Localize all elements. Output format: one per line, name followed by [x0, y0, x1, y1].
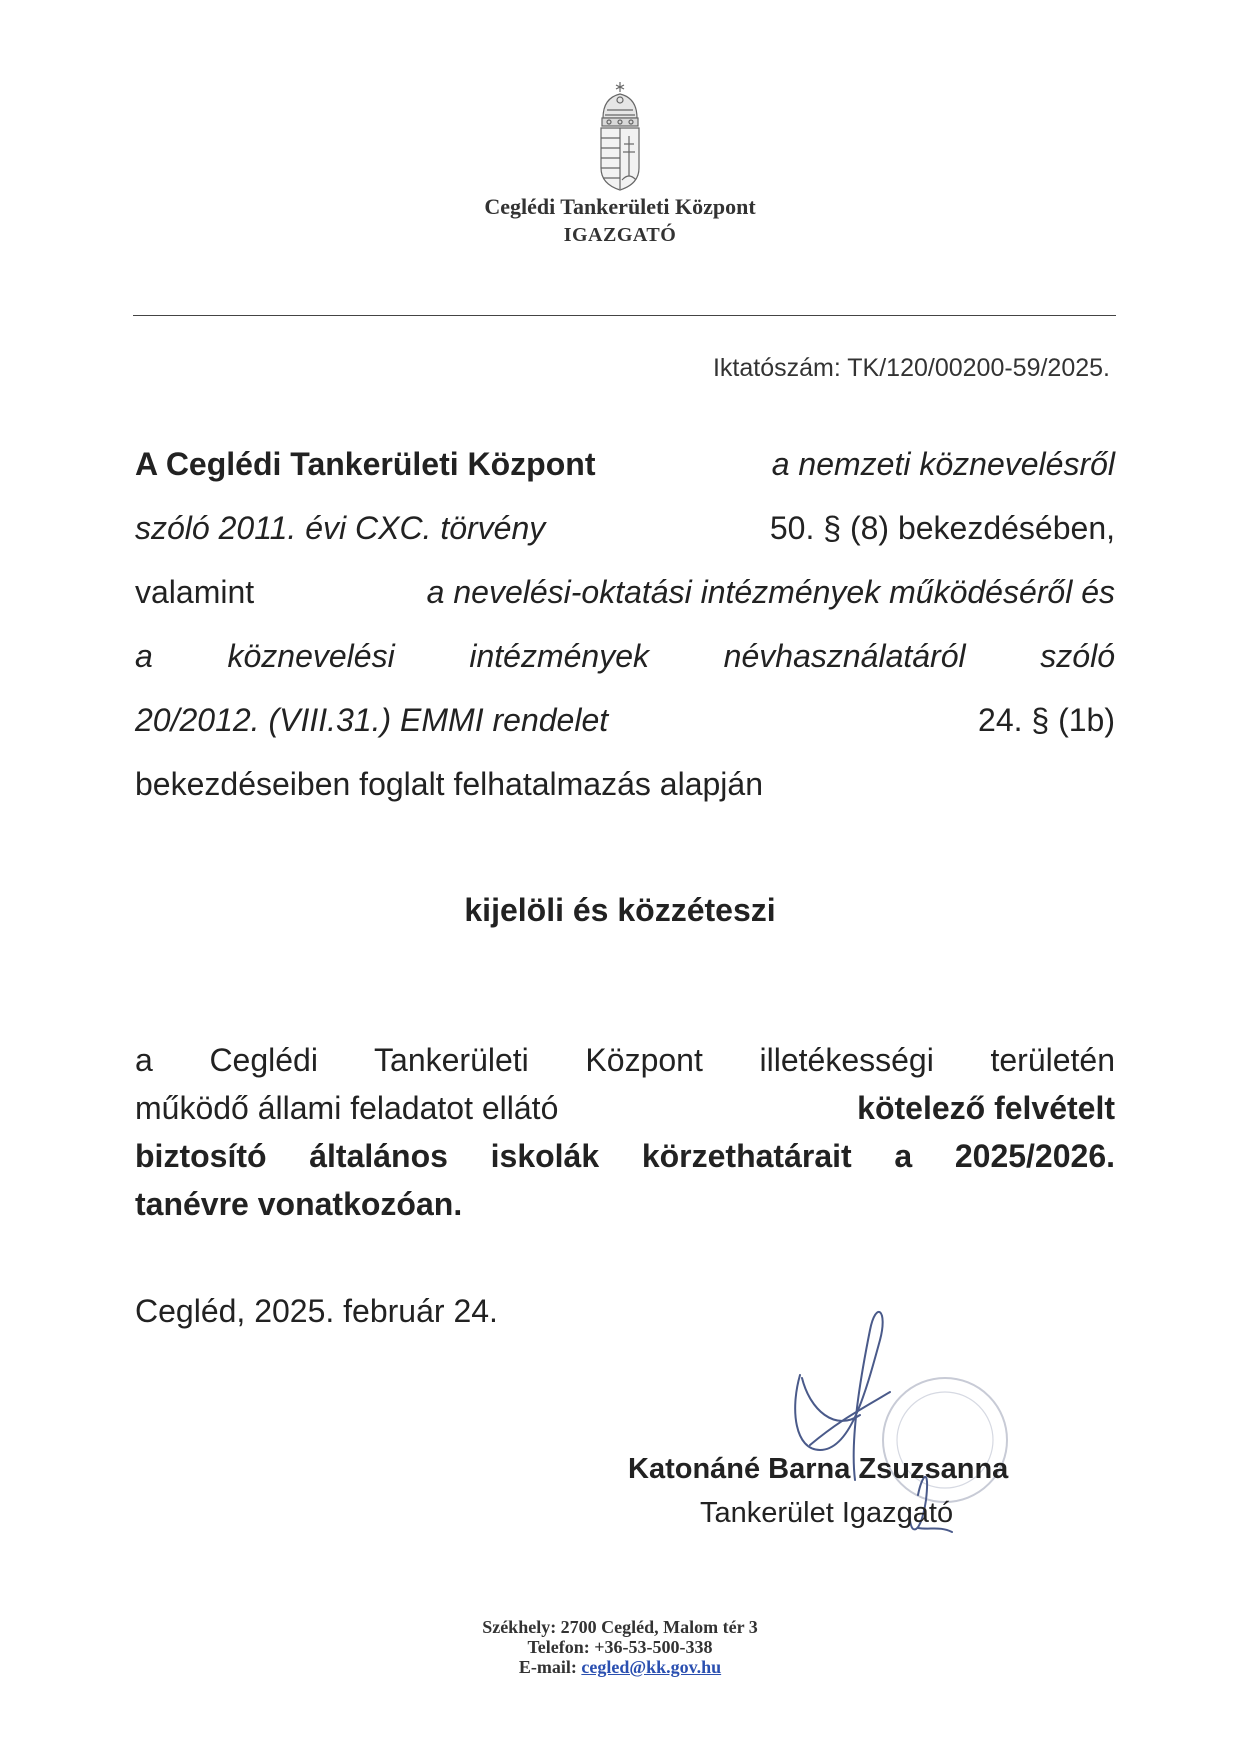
- email-link[interactable]: cegled@kk.gov.hu: [581, 1657, 722, 1677]
- body-bold-text: kötelező felvételt: [857, 1090, 1115, 1126]
- footer-email-line: [0, 1657, 1240, 1677]
- intro-decree-section: 24. § (1b): [978, 702, 1115, 738]
- intro-line-1: [135, 432, 1115, 496]
- body-bold-line: biztosító általános iskolák körzethatárait a 2025/2026.: [135, 1138, 1115, 1174]
- signature-icon: [780, 1300, 1060, 1580]
- intro-law-title-part: a nemzeti köznevelésről: [771, 446, 1115, 482]
- intro-organization: A Ceglédi Tankerületi Központ: [135, 446, 596, 482]
- date-line: Cegléd, 2025. február 24.: [135, 1293, 498, 1329]
- intro-decree-title-part: a nevelési-oktatási intézmények működéséről és: [426, 574, 1115, 610]
- body-bold-end: tanévre vonatkozóan.: [135, 1186, 463, 1222]
- body-line-3: [135, 1132, 1115, 1180]
- body-line-4: [135, 1180, 1115, 1228]
- footer-phone: Telefon: +36-53-500-338: [527, 1637, 713, 1657]
- intro-line-2: [135, 496, 1115, 560]
- signer-title: Tankerület Igazgató: [700, 1497, 954, 1529]
- header-divider: [133, 315, 1116, 316]
- intro-decree-title-continued: a köznevelési intézmények névhasználatáról szóló: [135, 638, 1115, 674]
- decision-heading: kijelöli és közzéteszi: [464, 892, 776, 928]
- intro-law-section: 50. § (8) bekezdésében,: [769, 510, 1115, 546]
- body-paragraph: [135, 1036, 1115, 1228]
- intro-paragraph: [135, 432, 1115, 816]
- footer-email-label: E-mail:: [518, 1657, 577, 1677]
- footer: [0, 1617, 1240, 1677]
- body-line-2: [135, 1084, 1115, 1132]
- organization-name: Ceglédi Tankerületi Központ: [484, 194, 756, 219]
- intro-line-3: [135, 560, 1115, 624]
- organization-role: IGAZGATÓ: [563, 224, 677, 246]
- body-plain-text: működő állami feladatot ellátó: [135, 1090, 559, 1126]
- intro-law-reference: szóló 2011. évi CXC. törvény: [135, 510, 546, 546]
- intro-line-5: [135, 688, 1115, 752]
- registration-number: Iktatószám: TK/120/00200-59/2025.: [712, 354, 1110, 382]
- intro-conjunction: valamint: [135, 574, 255, 610]
- intro-line-6: bekezdéseiben foglalt felhatalmazás alapján: [135, 766, 763, 802]
- signer-name: Katonáné Barna Zsuzsanna: [628, 1453, 1009, 1485]
- intro-line-4: [135, 624, 1115, 688]
- intro-decree-number: 20/2012. (VIII.31.) EMMI rendelet: [135, 702, 609, 738]
- body-line-1: a Ceglédi Tankerületi Központ illetékességi területén: [135, 1042, 1115, 1078]
- footer-address: Székhely: 2700 Cegléd, Malom tér 3: [482, 1617, 758, 1637]
- hungarian-coat-of-arms-icon: [597, 80, 643, 192]
